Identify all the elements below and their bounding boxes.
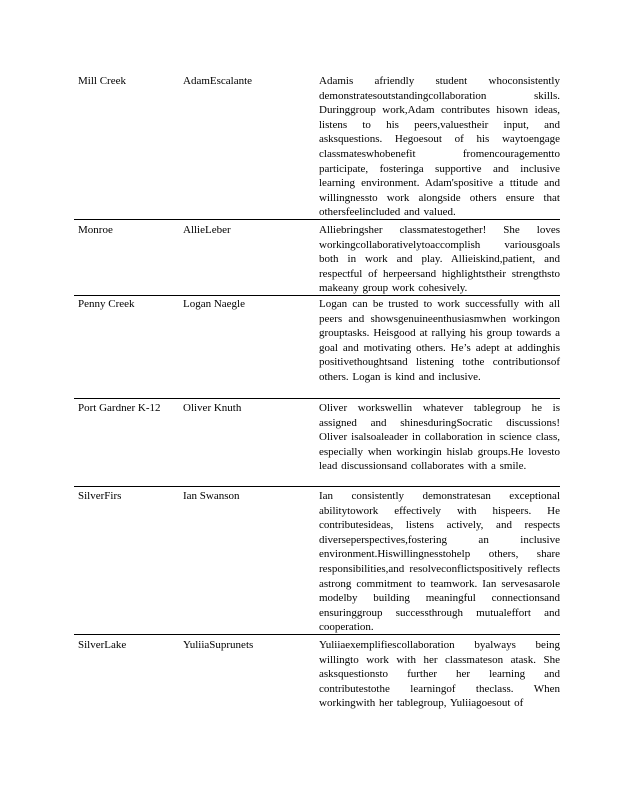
student-name-cell: Logan Naegle: [183, 298, 245, 310]
school-cell: Monroe: [78, 224, 113, 236]
description-cell: Ian consistently demonstratesan exceptional abilitytowork effectively with hispeers. He contributesideas, listens actively, and respects diverseperspectives,fostering an inclusive environment.Hiswillingnesstohelp others, share responsibilities,and resolveconflictspositively reflects astrong commitment to teamwork. Ian servesasarole modelby building meaningful connectionsand ensuringgroup successthrough mutualeffort and cooperation.: [319, 490, 560, 634]
school-cell: SilverLake: [78, 639, 127, 651]
school-cell: Penny Creek: [78, 298, 135, 310]
row-divider: [74, 295, 560, 296]
school-cell: SilverFirs: [78, 490, 122, 502]
student-name-cell: YuliiaSuprunets: [183, 639, 254, 651]
student-name-cell: Oliver Knuth: [183, 402, 242, 414]
school-cell: Port Gardner K-12: [78, 402, 161, 414]
row-divider: [74, 219, 560, 220]
school-cell: Mill Creek: [78, 75, 126, 87]
row-divider: [74, 634, 560, 635]
student-name-cell: Ian Swanson: [183, 490, 240, 502]
description-cell: Logan can be trusted to work successfully with all peers and showsgenuineenthusiasmwhen workingon grouptasks. Heisgood at rallying his group towards a goal and motivating others. He’s adept at addinghis positivethoughtsand listening tothe contributionsof others. Logan is kind and inclusive.: [319, 298, 560, 383]
row-divider: [74, 398, 560, 399]
student-name-cell: AdamEscalante: [183, 75, 253, 87]
description-cell: Oliver workswellin whatever tablegroup he is assigned and shinesduringSocratic discussions! Oliver isalsoaleader in collaboration in science class, especially when workingin hislab groups.He lovesto lead discussionsand collaborates with a smile.: [319, 402, 560, 473]
description-cell: Yuliiaexemplifiescollaboration byalways being willingto work with her classmateson atask. She asksquestionsto further her learning and contributestothe learningof theclass. When workingwith her tablegroup, Yuliiagoesout of: [319, 639, 560, 710]
description-cell: Adamis afriendly student whoconsistently demonstratesoutstandingcollaboration skills. Duringgroup work,Adam contributes hisown ideas, listens to his peers,valuestheir input, and asksquestions. Hegoesout of his waytoengage classmateswhobenefit fromencouragementto participate, fosteringa supportive and inclusive learning environment. Adam'spositive a ttitude and willingnessto work alongside others ensure that othersfeelincluded and valued.: [319, 75, 560, 219]
description-cell: Alliebringsher classmatestogether! She loves workingcollaborativelytoaccomplish variousgoals both in work and play. Allieiskind,patient, and respectful of herpeersand highlightstheir strengthsto makeany group work cohesively.: [319, 224, 560, 295]
row-divider: [74, 486, 560, 487]
student-name-cell: AllieLeber: [183, 224, 231, 236]
